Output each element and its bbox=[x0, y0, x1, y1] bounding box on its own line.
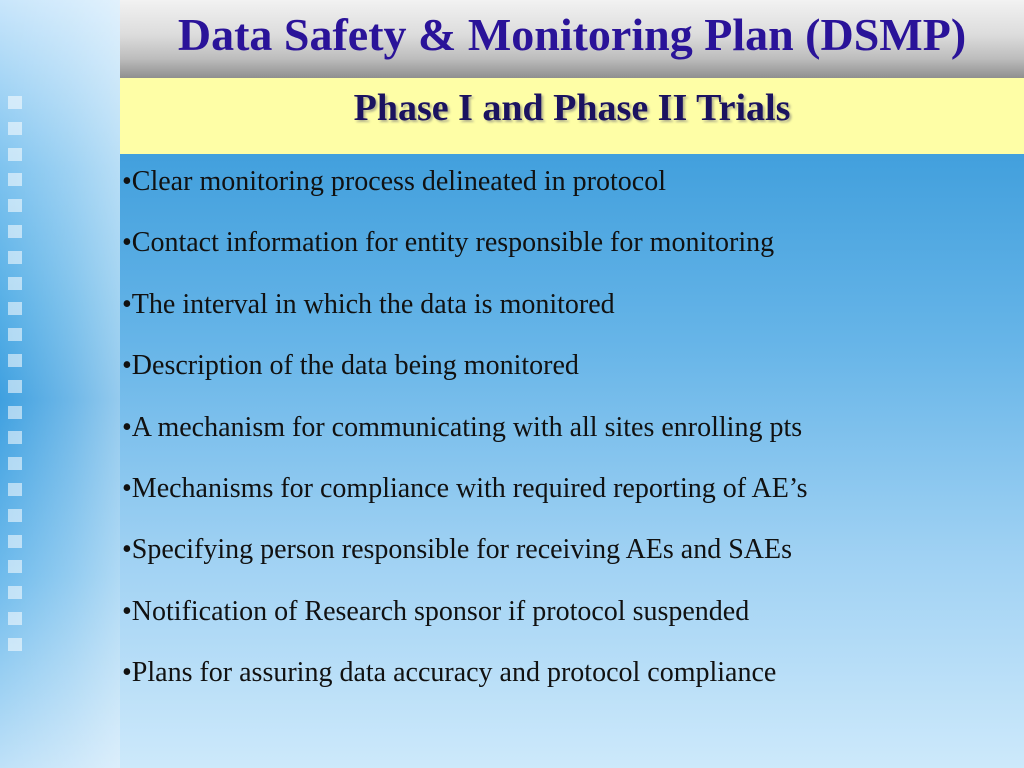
bullet-item: •Notification of Research sponsor if protocol suspended bbox=[122, 595, 750, 627]
bullet-list bbox=[122, 164, 1020, 717]
slide-title: Data Safety & Monitoring Plan (DSMP) bbox=[177, 9, 967, 60]
bullet-item: •The interval in which the data is monitored bbox=[122, 288, 615, 320]
slide-subtitle: Phase I and Phase II Trials bbox=[353, 87, 791, 129]
bullet-item: •Mechanisms for compliance with required reporting of AE’s bbox=[122, 472, 808, 504]
bullet-item: •Description of the data being monitored bbox=[122, 350, 579, 382]
bullet-item: •Specifying person responsible for receiving AEs and SAEs bbox=[122, 534, 793, 566]
bullet-item: •Contact information for entity responsible for monitoring bbox=[122, 227, 775, 259]
left-decorative-strip bbox=[0, 0, 120, 768]
bullet-item: •Plans for assuring data accuracy and protocol compliance bbox=[122, 657, 777, 689]
bullet-item: •Clear monitoring process delineated in protocol bbox=[122, 166, 666, 197]
strip-fade bbox=[0, 0, 120, 768]
bullet-item: •A mechanism for communicating with all sites enrolling pts bbox=[122, 411, 803, 443]
